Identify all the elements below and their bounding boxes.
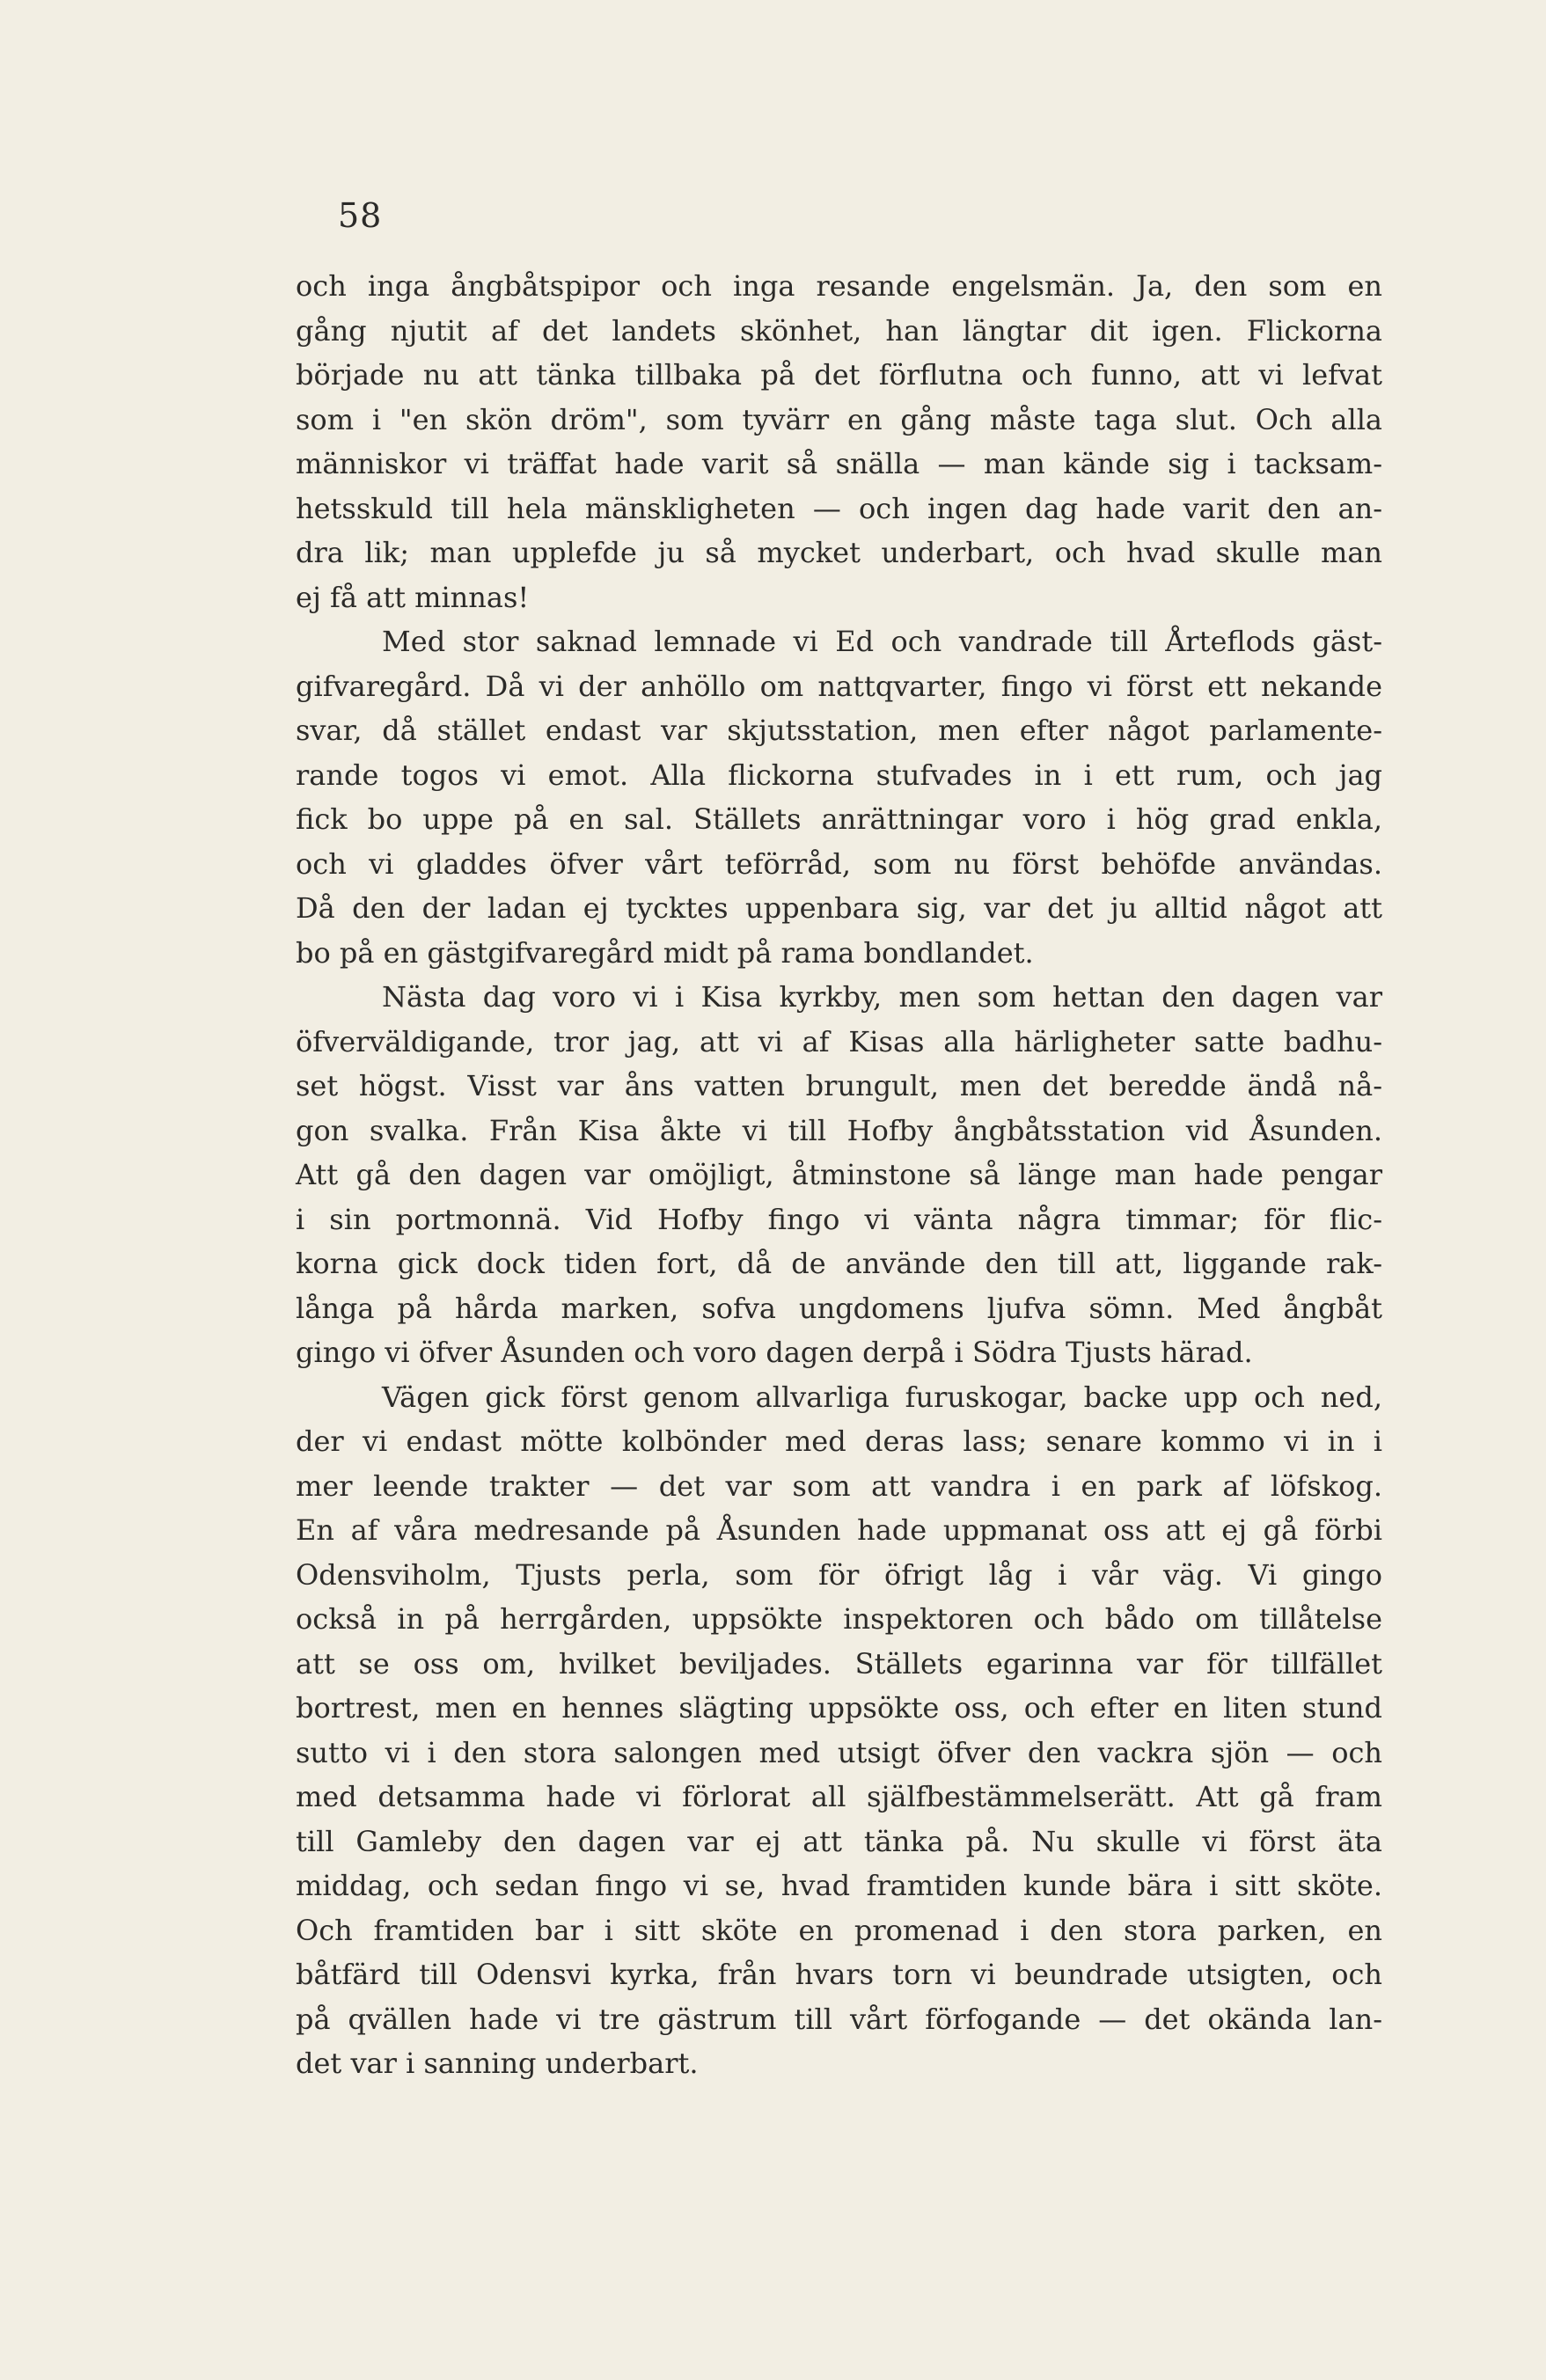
text-line: det var i sanning underbart.: [296, 2047, 699, 2080]
text-line: En af våra medresande på Åsunden hade uppmanat oss att ej gå förbi: [296, 1513, 1382, 1547]
text-line: till Gamleby den dagen var ej att tänka på. Nu skulle vi först äta: [296, 1824, 1382, 1858]
text-line: människor vi träffat hade varit så snälla — man kände sig i tacksam-: [296, 447, 1382, 480]
text-line: Då den der ladan ej tycktes uppenbara sig, var det ju alltid något att: [296, 891, 1382, 925]
text-line: hetsskuld till hela mänskligheten — och ingen dag hade varit den an-: [296, 491, 1382, 525]
text-line: Och framtiden bar i sitt sköte en promenad i den stora parken, en: [296, 1913, 1382, 1947]
text-line: med detsamma hade vi förlorat all själfbestämmelserätt. Att gå fram: [296, 1780, 1382, 1813]
text-line: på qvällen hade vi tre gästrum till vårt förfogande — det okända lan-: [296, 2002, 1382, 2036]
body-text: [296, 264, 1382, 2086]
text-line: Odensviholm, Tjusts perla, som för öfrigt låg i vår väg. Vi gingo: [296, 1557, 1382, 1592]
text-line: gång njutit af det landets skönhet, han längtar dit igen. Flickorna: [296, 313, 1382, 348]
text-line: Nästa dag voro vi i Kisa kyrkby, men som hettan den dagen var: [382, 980, 1382, 1014]
text-line: och inga ångbåtspipor och inga resande engelsmän. Ja, den som en: [296, 269, 1382, 303]
text-line: och vi gladdes öfver vårt teförråd, som nu först behöfde användas.: [296, 846, 1382, 881]
text-line: gingo vi öfver Åsunden och voro dagen derpå i Södra Tjusts härad.: [296, 1336, 1253, 1369]
text-line: Att gå den dagen var omöjligt, åtminstone så länge man hade pengar: [296, 1158, 1382, 1191]
text-line: svar, då stället endast var skjutsstation, men efter något parlamente-: [296, 714, 1382, 747]
text-line: sutto vi i den stora salongen med utsigt öfver den vackra sjön — och: [296, 1735, 1382, 1769]
text-line: båtfärd till Odensvi kyrka, från hvars torn vi beundrade utsigten, och: [296, 1958, 1382, 1991]
text-line: som i "en skön dröm", som tyvärr en gång måste taga slut. Och alla: [296, 402, 1382, 436]
text-line: bortrest, men en hennes slägting uppsökte oss, och efter en liten stund: [296, 1691, 1382, 1725]
page-number: 58: [338, 196, 383, 235]
text-line: ej få att minnas!: [296, 580, 530, 614]
text-line: i sin portmonnä. Vid Hofby fingo vi vänta några timmar; för flic-: [296, 1202, 1382, 1236]
text-line: började nu att tänka tillbaka på det förflutna och funno, att vi lefvat: [296, 358, 1382, 392]
text-line: gon svalka. Från Kisa åkte vi till Hofby ångbåtsstation vid Åsunden.: [296, 1113, 1382, 1147]
text-line: mer leende trakter — det var som att vandra i en park af löfskog.: [296, 1468, 1382, 1503]
text-line: att se oss om, hvilket beviljades. Ställets egarinna var för tillfället: [296, 1646, 1382, 1681]
text-line: öfverväldigande, tror jag, att vi af Kisas alla härligheter satte badhu-: [296, 1024, 1382, 1058]
text-line: långa på hårda marken, sofva ungdomens ljufva sömn. Med ångbåt: [296, 1291, 1382, 1325]
text-line: set högst. Visst var åns vatten brungult, men det beredde ändå nå-: [296, 1069, 1382, 1102]
text-line: der vi endast mötte kolbönder med deras lass; senare kommo vi in i: [296, 1424, 1382, 1458]
text-line: också in på herrgården, uppsökte inspektoren och bådo om tillåtelse: [296, 1602, 1382, 1636]
text-line: fick bo uppe på en sal. Ställets anrättningar voro i hög grad enkla,: [296, 802, 1382, 836]
text-line: Med stor saknad lemnade vi Ed och vandrade till Årteflods gäst-: [382, 625, 1382, 658]
text-line: korna gick dock tiden fort, då de använde den till att, liggande rak-: [296, 1247, 1382, 1280]
text-line: middag, och sedan fingo vi se, hvad framtiden kunde bära i sitt sköte.: [296, 1869, 1382, 1902]
text-line: gifvaregård. Då vi der anhöllo om nattqvarter, fingo vi först ett nekande: [296, 669, 1382, 703]
text-line: rande togos vi emot. Alla flickorna stufvades in i ett rum, och jag: [296, 758, 1382, 792]
text-line: Vägen gick först genom allvarliga furuskogar, backe upp och ned,: [382, 1380, 1382, 1414]
text-line: bo på en gästgifvaregård midt på rama bondlandet.: [296, 935, 1034, 970]
text-line: dra lik; man upplefde ju så mycket underbart, och hvad skulle man: [296, 536, 1382, 569]
